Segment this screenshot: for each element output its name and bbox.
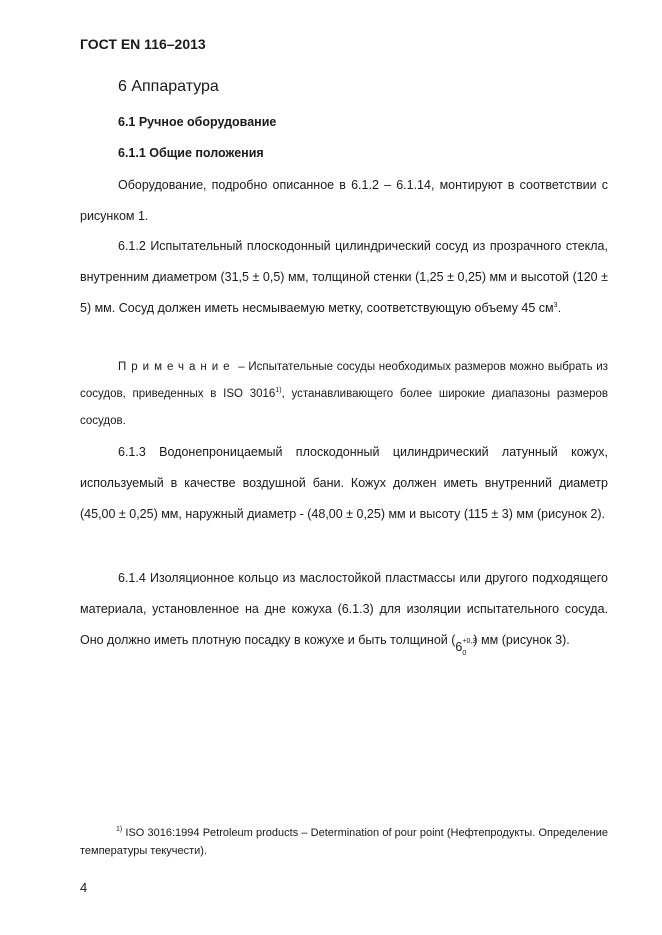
paragraph-text: 6.1.3 Водонепроницаемый плоскодонный цилиндрический латунный кожух, используемый в качестве воздушной бани. Кожух должен иметь внутренний диаметр (45,00 ± 0,25) мм, наружный диаметр - (48,00 ± 0,25) мм и высоту (115 ± 3) мм (рисунок 2). bbox=[80, 445, 608, 521]
note bbox=[80, 354, 608, 435]
paragraph-6-1-3 bbox=[80, 437, 608, 530]
tolerance-base: 6 bbox=[455, 640, 463, 654]
note-text: – Испытательные сосуды необходимых размеров можно выбрать из сосудов, приведенных в ISO 3016 bbox=[80, 361, 608, 400]
paragraph-text: Оборудование, подробно описанное в 6.1.2 – 6.1.14, монтируют в соответствии с рисунком 1. bbox=[80, 178, 608, 223]
note-label: Примечание bbox=[118, 361, 235, 373]
paragraph-6-1-1 bbox=[80, 170, 608, 232]
superscript: 3 bbox=[553, 302, 558, 309]
paragraph-text: 6.1.2 Испытательный плоскодонный цилиндрический сосуд из прозрачного стекла, внутренним диаметром (31,5 ± 0,5) мм, толщиной стенки (1,25 ± 0,25) мм и высотой (120 ± 5) мм. Сосуд должен иметь несмываемую метку, соответствующую объему 45 см bbox=[80, 239, 608, 315]
section-title: 6 Аппаратура bbox=[118, 78, 219, 95]
subsubsection-title: 6.1.1 Общие положения bbox=[118, 146, 264, 160]
tolerance-lower: 0 bbox=[462, 650, 467, 657]
footnote-mark: 1) bbox=[116, 826, 123, 833]
tolerance-upper: +0,3 bbox=[462, 638, 477, 645]
note-text-end: , устанавливающего более широкие диапазоны размеров сосудов. bbox=[80, 388, 608, 427]
tolerance-value bbox=[455, 634, 477, 657]
subsection-title: 6.1 Ручное оборудование bbox=[118, 115, 277, 129]
page-number: 4 bbox=[80, 880, 88, 895]
footnote bbox=[80, 824, 608, 860]
footnote-text: ISO 3016:1994 Petroleum products – Determination of pour point (Нефтепродукты. Определение температуры текучести). bbox=[80, 827, 608, 857]
paragraph-6-1-4 bbox=[80, 563, 608, 656]
paragraph-text: 6.1.4 Изоляционное кольцо из маслостойкой пластмассы или другого подходящего материала, установленное на дне кожуха (6.1.3) для изоляции испытательного сосуда. Оно должно иметь плотную посадку в кожухе и быть толщиной ( bbox=[80, 571, 608, 647]
document-header: ГОСТ EN 116–2013 bbox=[80, 36, 206, 52]
footnote-ref: 1) bbox=[275, 387, 282, 394]
paragraph-6-1-2 bbox=[80, 231, 608, 324]
paragraph-end: . bbox=[557, 301, 562, 315]
paragraph-text-end: ) мм (рисунок 3). bbox=[473, 633, 570, 647]
